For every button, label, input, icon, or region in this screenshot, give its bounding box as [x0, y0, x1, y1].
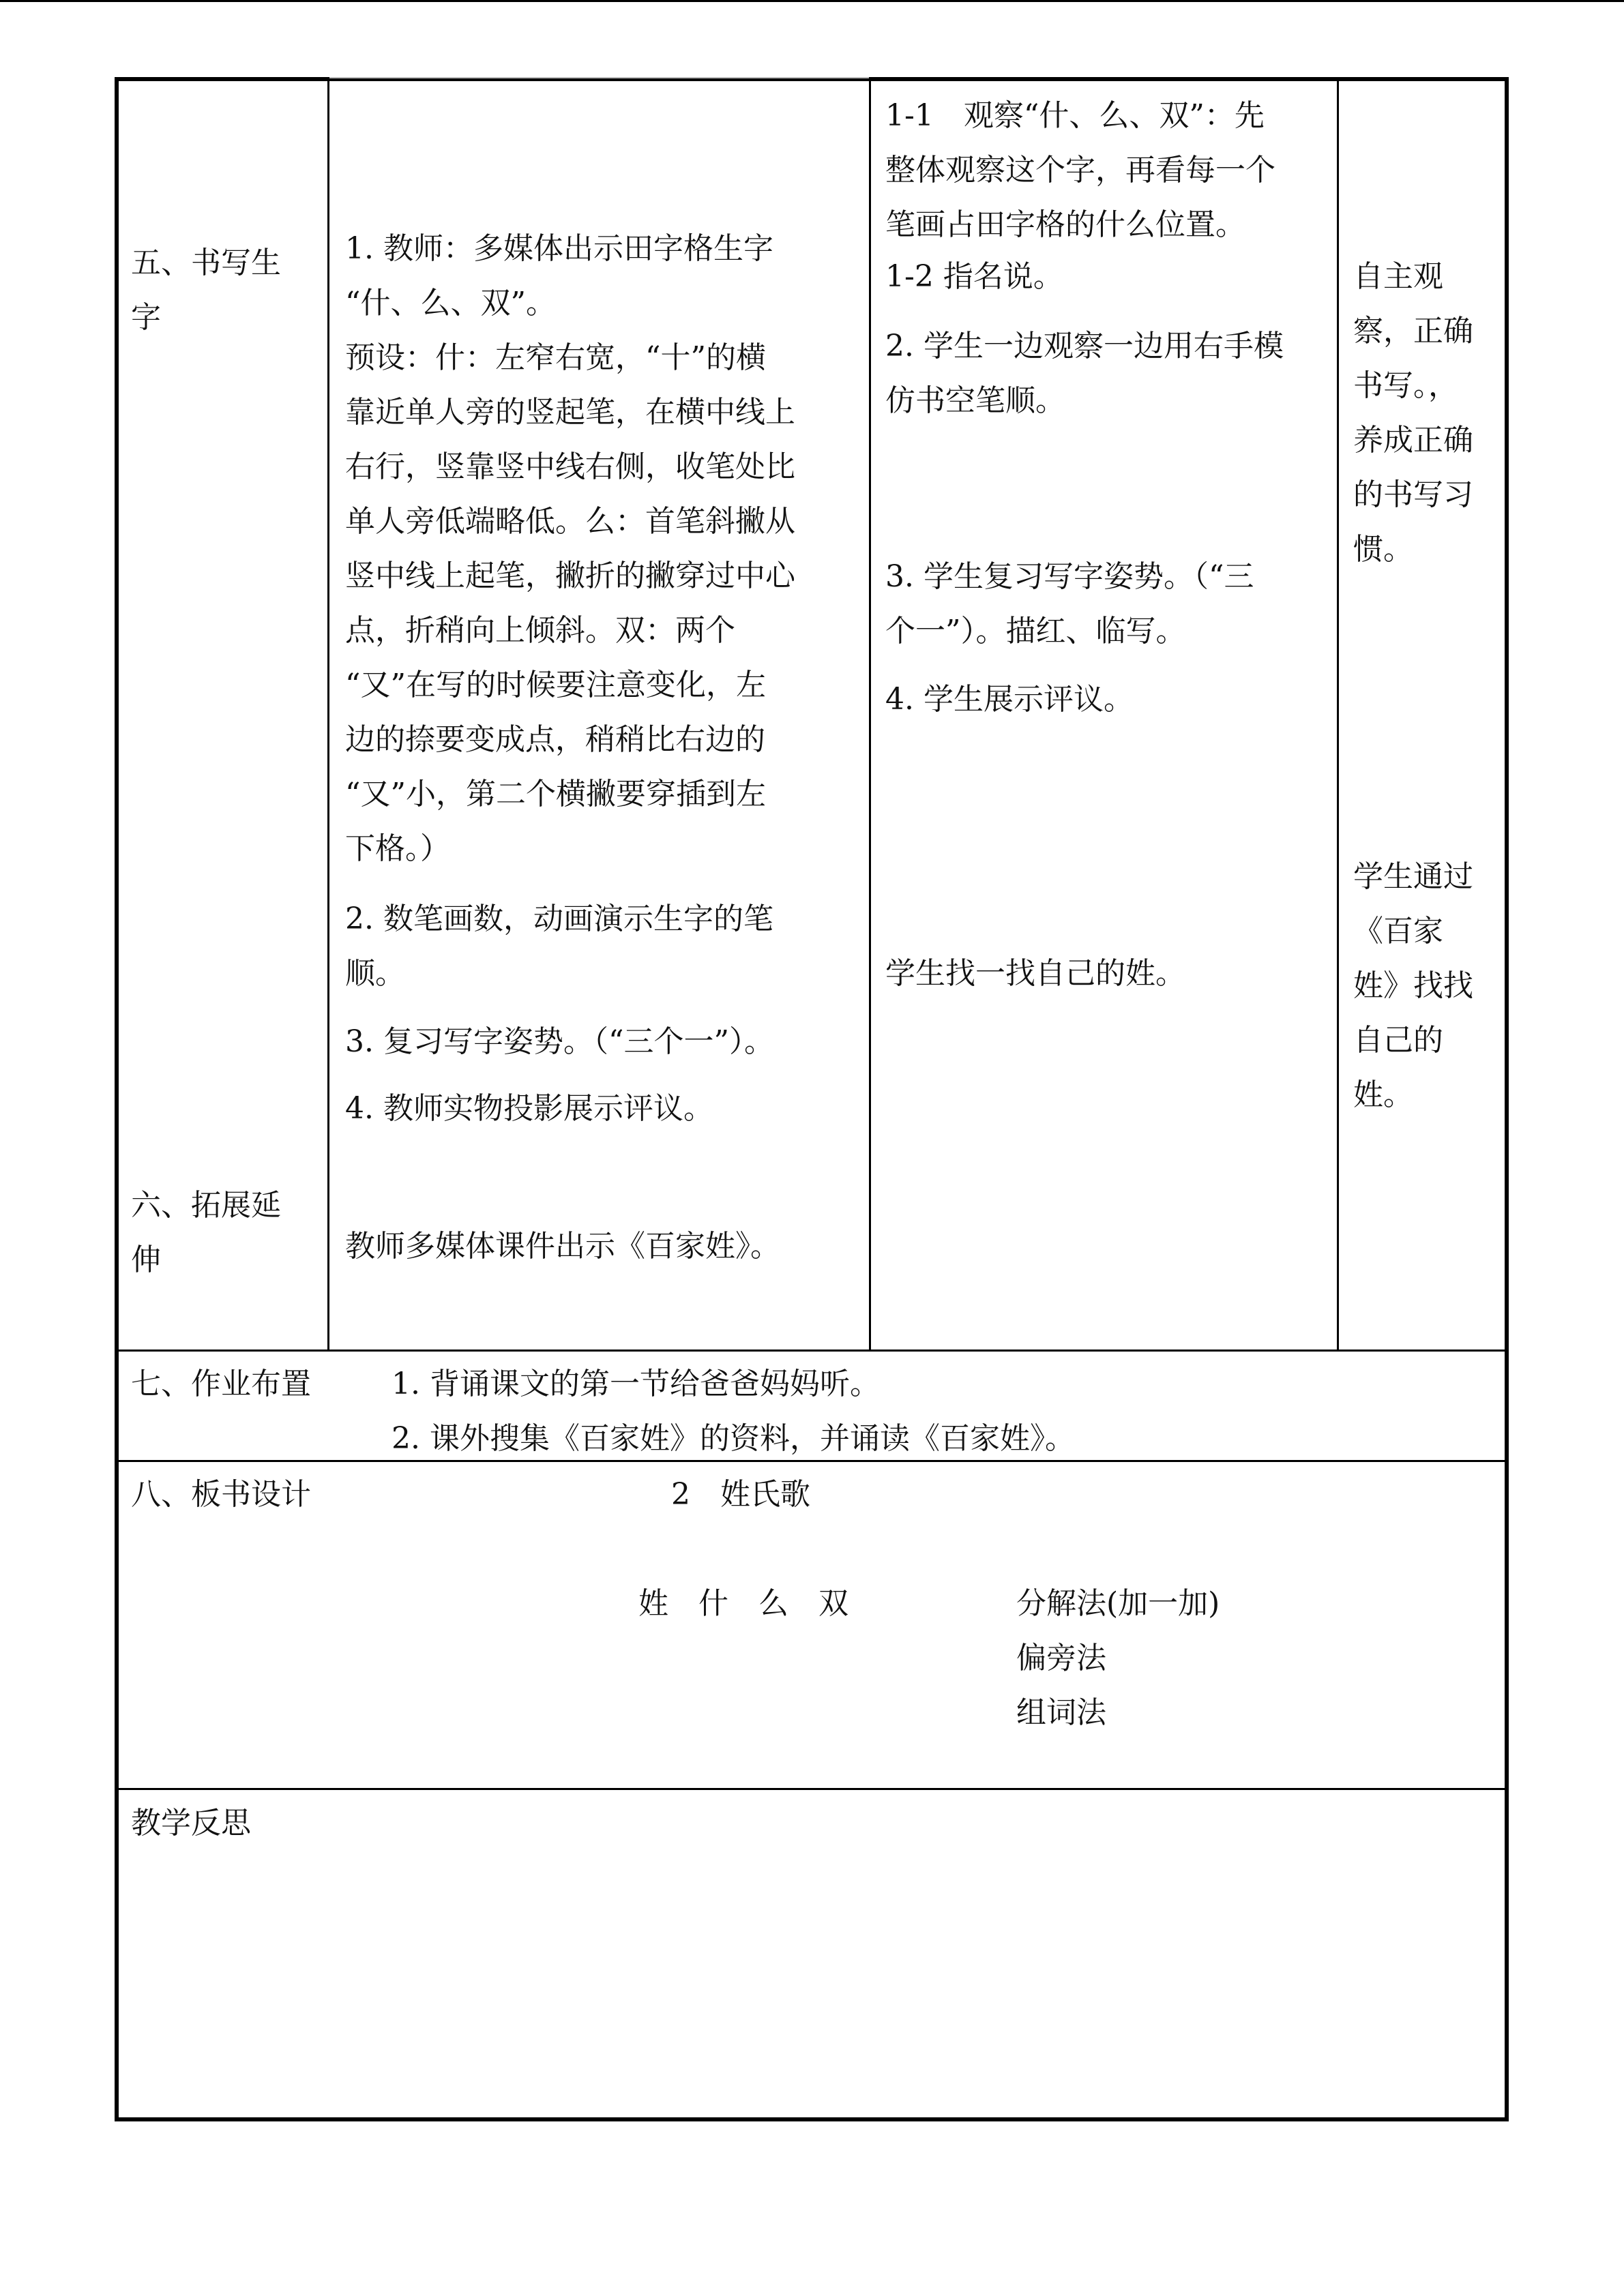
teacher-line: 竖中线上起笔，撇折的撇穿过中心	[345, 558, 795, 593]
intent-line: 书写。，	[1353, 368, 1458, 403]
student-line: 2. 学生一边观察一边用右手模	[885, 329, 1284, 363]
intent-line: 自主观	[1353, 259, 1443, 294]
table-top-thin-rule	[329, 77, 870, 78]
teacher-line: “又”在写的时候要注意变化，左	[345, 668, 766, 702]
sec6-teacher-activity: 教师多媒体课件出示《百家姓》。	[345, 1229, 780, 1264]
sec8-title: 八、板书设计	[131, 1477, 311, 1512]
intent-line: 养成正确	[1353, 423, 1473, 458]
intent-line: 察，正确	[1353, 314, 1473, 348]
sec7-title: 七、作业布置	[131, 1367, 311, 1401]
teacher-line: 2. 数笔画数，动画演示生字的笔	[345, 901, 773, 936]
intent-line: 《百家	[1353, 914, 1443, 949]
reflection-title: 教学反思	[131, 1806, 251, 1840]
intent-line: 姓。	[1353, 1077, 1413, 1112]
teacher-line: 下格。）	[345, 831, 450, 866]
intent-line: 自己的	[1353, 1023, 1443, 1058]
intent-line: 学生通过	[1353, 859, 1473, 894]
sec5-title-line1: 五、书写生	[131, 245, 281, 280]
teacher-line: 4. 教师实物投影展示评议。	[345, 1091, 713, 1126]
board-heading: 2 姓氏歌	[671, 1477, 810, 1512]
teacher-line: 右行，竖靠竖中线右侧，收笔处比	[345, 449, 795, 484]
teacher-line: 顺。	[345, 956, 405, 991]
intent-line: 惯。	[1353, 532, 1413, 567]
column-divider-1	[327, 77, 329, 1351]
sec6-title-line1: 六、拓展延	[131, 1188, 281, 1223]
sec5-title-line2: 字	[131, 300, 161, 335]
student-line: 1-1 观察“什、么、双”：先	[885, 98, 1265, 133]
intent-line: 姓》找找	[1353, 968, 1473, 1003]
teacher-line: 3. 复习写字姿势。（“三个一”）。	[345, 1024, 774, 1059]
student-line: 仿书空笔顺。	[885, 383, 1065, 418]
sec6-title-line2: 伸	[131, 1242, 161, 1277]
sec7-item2: 2. 课外搜集《百家姓》的资料，并诵读《百家姓》。	[392, 1421, 1075, 1456]
teacher-line: “什、么、双”。	[345, 286, 556, 320]
student-line: 4. 学生展示评议。	[885, 682, 1134, 717]
column-divider-2	[869, 77, 871, 1351]
page-top-rule	[0, 0, 1624, 2]
student-line: 个一”）。描红、临写。	[885, 614, 1186, 648]
board-characters: 姓 什 么 双	[638, 1586, 848, 1621]
teacher-line: 点，折稍向上倾斜。双：两个	[345, 613, 735, 648]
teacher-line: 预设：什：左窄右宽，“十”的横	[345, 340, 766, 375]
sec7-item1: 1. 背诵课文的第一节给爸爸妈妈听。	[392, 1367, 880, 1401]
teacher-line: 1. 教师：多媒体出示田字格生字	[345, 231, 773, 266]
row-divider-sec7	[115, 1350, 1509, 1352]
teacher-line: “又”小，第二个横撇要穿插到左	[345, 777, 766, 811]
board-method-1: 分解法(加一加)	[1016, 1586, 1220, 1621]
row-divider-reflection	[115, 1788, 1509, 1790]
teacher-line: 靠近单人旁的竖起笔，在横中线上	[345, 395, 795, 430]
student-line: 整体观察这个字，再看每一个	[885, 153, 1275, 188]
intent-line: 的书写习	[1353, 477, 1473, 512]
sec6-student-activity: 学生找一找自己的姓。	[885, 956, 1185, 991]
board-method-3: 组词法	[1016, 1695, 1106, 1730]
student-line: 笔画占田字格的什么位置。	[885, 207, 1245, 242]
column-divider-3	[1337, 77, 1339, 1351]
student-line: 3. 学生复习写字姿势。（“三	[885, 559, 1254, 594]
student-line: 1-2 指名说。	[885, 259, 1063, 294]
lesson-plan-table	[115, 77, 1509, 2121]
teacher-line: 边的捺要变成点，稍稍比右边的	[345, 722, 765, 757]
teacher-line: 单人旁低端略低。么：首笔斜撇从	[345, 504, 795, 539]
board-method-2: 偏旁法	[1016, 1641, 1106, 1675]
